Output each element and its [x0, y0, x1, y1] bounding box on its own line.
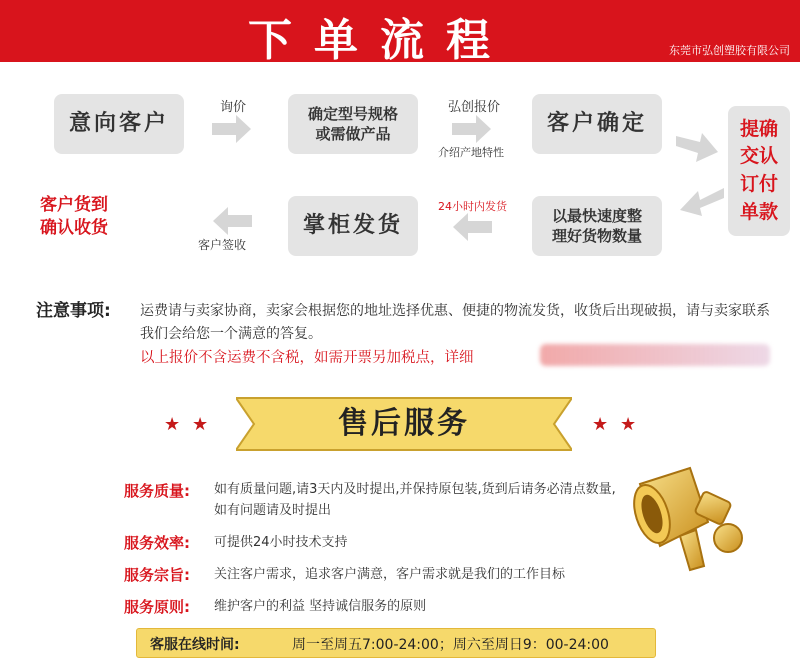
star-icon: ★: [620, 414, 637, 435]
service-hours-text: 周一至周五7:00-24:00；周六至周日9：00-24:00: [292, 637, 609, 653]
arrow-label-customer-sign: 客户签收: [198, 238, 247, 252]
arrow-left-icon: [452, 212, 492, 242]
step-shop-ships: 掌柜发货: [288, 196, 418, 256]
redacted-smear: [540, 344, 770, 366]
arrow-right-icon: [212, 114, 252, 144]
notice-heading: 注意事项:: [36, 301, 111, 321]
service-quality-text-2: 如有问题请及时提出: [214, 503, 332, 518]
arrow-right-icon: [452, 114, 492, 144]
service-efficiency-text: 可提供24小时技术支持: [214, 535, 348, 550]
arrow-down-left-icon: [680, 184, 724, 218]
step-confirm-receipt-label: 客户货到 确认收货: [40, 195, 108, 238]
service-hours-label: 客服在线时间:: [150, 637, 240, 653]
step-intent-customer: 意向客户: [54, 94, 184, 154]
arrow-label-ship-24h: 24小时内发货: [438, 200, 507, 213]
arrow-left-icon: [212, 206, 252, 236]
step-prepare-goods: 以最快速度整 理好货物数量: [532, 196, 662, 256]
service-quality-text: 如有质量问题,请3天内及时提出,并保持原包装,货到后请务必清点数量,: [214, 482, 616, 497]
step-confirm-spec: 确定型号规格 或需做产品: [288, 94, 418, 154]
step-customer-confirm: 客户确定: [532, 94, 662, 154]
star-icon: ★: [192, 414, 209, 435]
arrow-down-right-icon: [676, 130, 720, 164]
step-submit-order-payment: 提确 交认 订付 单款: [728, 106, 790, 236]
star-icon: ★: [164, 414, 181, 435]
star-icon: ★: [592, 414, 609, 435]
service-principle-text: 维护客户的利益 坚持诚信服务的原则: [214, 599, 427, 614]
service-purpose-label: 服务宗旨:: [124, 566, 190, 584]
service-purpose-text: 关注客户需求，追求客户满意，客户需求就是我们的工作目标: [214, 567, 566, 582]
service-efficiency-label: 服务效率:: [124, 534, 190, 552]
notice-text: 运费请与卖家协商，卖家会根据您的地址选择优惠、便捷的物流发货，收货后出现破损，请与卖家联系我们会给您一个满意的答复。: [140, 303, 770, 342]
service-principle-label: 服务原则:: [124, 598, 190, 616]
arrow-label-inquiry: 询价: [220, 100, 247, 115]
service-quality-label: 服务质量:: [124, 482, 190, 500]
page-title: 下单流程: [248, 15, 512, 66]
notice-red-text: 以上报价不含运费不含税，如需开票另加税点，详细: [140, 350, 474, 366]
arrow-sublabel-origin: 介绍产地特性: [438, 146, 504, 159]
company-name: 东莞市弘创塑胶有限公司: [669, 44, 790, 57]
megaphone-icon: [620, 460, 760, 590]
arrow-label-quote: 弘创报价: [448, 100, 501, 115]
after-sales-title: 售后服务: [338, 406, 470, 441]
